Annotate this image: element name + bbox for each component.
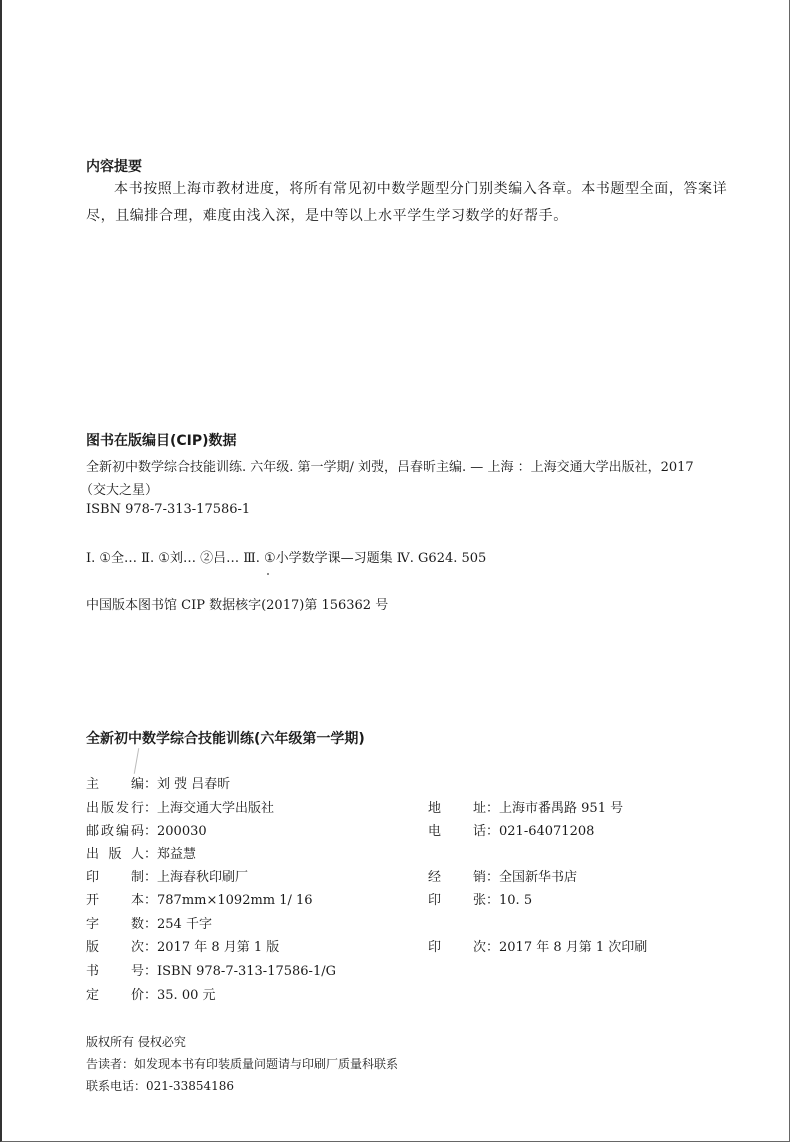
info-row-book-number: 书号：ISBN 978-7-313-17586-1/G bbox=[86, 960, 336, 984]
info-value: 200030 bbox=[157, 824, 207, 839]
footer-phone: 联系电话：021-33854186 bbox=[86, 1079, 235, 1093]
info-row-edition: 版次：2017 年 8 月第 1 版 bbox=[86, 936, 279, 960]
info-value: 254 千字 bbox=[157, 917, 212, 932]
info-row-issuer: 出版人：郑益慧 bbox=[86, 843, 196, 867]
info-value: 上海交通大学出版社 bbox=[157, 801, 275, 816]
info-value: 上海市番禺路 951 号 bbox=[499, 801, 624, 816]
info-row-editor: 主编：刘 弢 吕春昕 bbox=[86, 773, 230, 797]
info-label: 字数 bbox=[86, 917, 144, 932]
info-value: 10. 5 bbox=[499, 893, 533, 908]
cip-line-main: 全新初中数学综合技能训练. 六年级. 第一学期/ 刘弢，吕春昕主编. — 上海 ：上海交通大学出版社，2017 bbox=[86, 460, 694, 475]
cip-record-number: 中国版本图书馆 CIP 数据核字(2017)第 156362 号 bbox=[86, 598, 389, 613]
info-label: 地址 bbox=[428, 801, 486, 816]
info-row-printing: 印次：2017 年 8 月第 1 次印刷 bbox=[428, 936, 647, 960]
info-value: 2017 年 8 月第 1 版 bbox=[157, 940, 280, 955]
info-row-postcode: 邮政编码：200030 bbox=[86, 820, 207, 844]
info-label: 出版人 bbox=[86, 847, 144, 862]
footer-rights: 版权所有 侵权必究 bbox=[86, 1035, 186, 1049]
book-title: 全新初中数学综合技能训练(六年级第一学期) bbox=[86, 731, 365, 747]
info-value: 全国新华书店 bbox=[499, 870, 578, 885]
cip-classification: Ⅰ. ①全… Ⅱ. ①刘… ②吕… Ⅲ. ①小学数学课—习题集 Ⅳ. G624. 505 bbox=[86, 551, 487, 566]
info-label: 出版发行 bbox=[86, 801, 144, 816]
info-value: 上海春秋印刷厂 bbox=[157, 870, 249, 885]
footer-notice: 告读者：如发现本书有印装质量问题请与印刷厂质量科联系 bbox=[86, 1057, 399, 1071]
summary-heading: 内容提要 bbox=[86, 159, 142, 175]
info-label: 定价 bbox=[86, 988, 144, 1003]
cip-series: （交大之星） bbox=[80, 483, 159, 498]
info-row-price: 定价：35. 00 元 bbox=[86, 984, 216, 1008]
info-row-publisher: 出版发行：上海交通大学出版社 bbox=[86, 797, 274, 821]
info-row-printer: 印制：上海春秋印刷厂 bbox=[86, 866, 248, 890]
info-value: 郑益慧 bbox=[157, 847, 197, 862]
info-row-address: 地址：上海市番禺路 951 号 bbox=[428, 797, 623, 821]
info-label: 邮政编码 bbox=[86, 824, 144, 839]
info-label: 印张 bbox=[428, 893, 486, 908]
info-label: 开本 bbox=[86, 893, 144, 908]
info-value: 35. 00 元 bbox=[157, 988, 216, 1003]
info-row-sheets: 印张：10. 5 bbox=[428, 889, 532, 913]
info-label: 主编 bbox=[86, 777, 144, 792]
info-label: 印次 bbox=[428, 940, 486, 955]
info-label: 版次 bbox=[86, 940, 144, 955]
info-row-distributor: 经销：全国新华书店 bbox=[428, 866, 577, 890]
info-value: ISBN 978-7-313-17586-1/G bbox=[157, 964, 336, 979]
info-row-word-count: 字数：254 千字 bbox=[86, 913, 212, 937]
info-label: 书号 bbox=[86, 964, 144, 979]
scan-speck bbox=[267, 573, 269, 575]
info-value: 787mm×1092mm 1/ 16 bbox=[157, 893, 313, 908]
info-label: 经销 bbox=[428, 870, 486, 885]
info-label: 印制 bbox=[86, 870, 144, 885]
cip-heading: 图书在版编目(CIP)数据 bbox=[86, 433, 237, 449]
info-label: 电话 bbox=[428, 824, 486, 839]
cip-isbn: ISBN 978-7-313-17586-1 bbox=[86, 502, 251, 517]
summary-paragraph: 本书按照上海市教材进度，将所有常见初中数学题型分门别类编入各章。本书题型全面，答案详尽，且编排合理，难度由浅入深，是中等以上水平学生学习数学的好帮手。 bbox=[86, 181, 728, 224]
info-row-telephone: 电话：021-64071208 bbox=[428, 820, 594, 844]
info-value: 刘 弢 吕春昕 bbox=[157, 777, 231, 792]
info-row-format: 开本：787mm×1092mm 1/ 16 bbox=[86, 889, 313, 913]
info-value: 021-64071208 bbox=[499, 824, 595, 839]
info-value: 2017 年 8 月第 1 次印刷 bbox=[499, 940, 648, 955]
